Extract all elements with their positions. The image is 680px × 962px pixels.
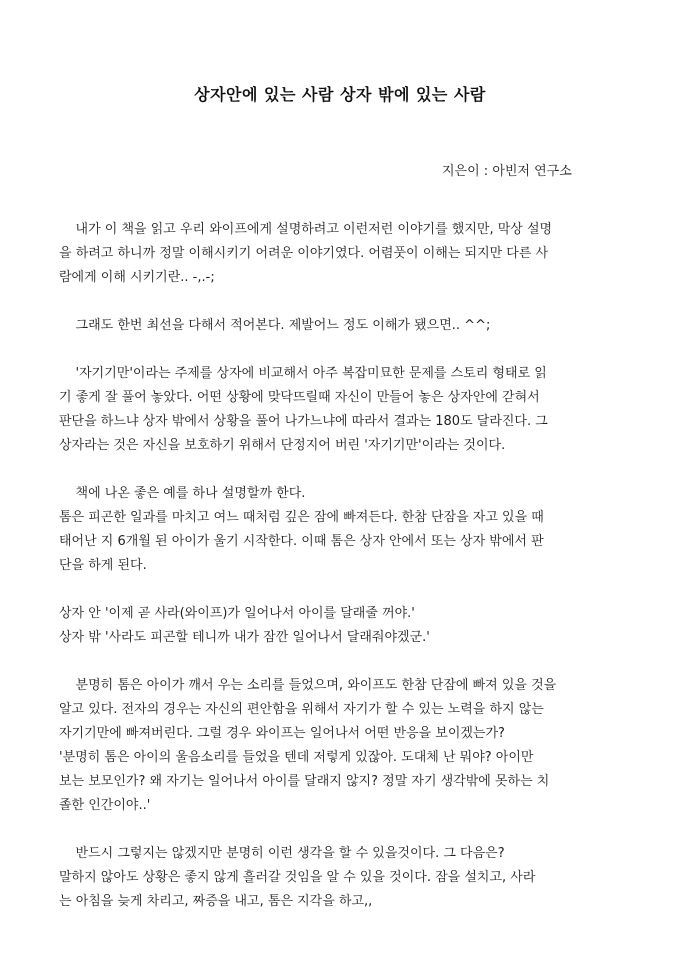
paragraph-line: 상자 안 '이제 곧 사라(와이프)가 일어나서 아이를 달래줄 꺼야.'	[59, 606, 415, 621]
paragraph	[59, 218, 622, 290]
paragraph	[59, 674, 622, 818]
document-body	[59, 218, 622, 938]
paragraph-line: 알고 있다. 전자의 경우는 자신의 편안함을 위해서 자기가 할 수 있는 노력을 하지 않는	[59, 702, 544, 717]
paragraph-line: 을 하려고 하니까 정말 이해시키기 어려운 이야기였다. 어렴풋이 이해는 되지만 다른 사	[59, 246, 549, 261]
paragraph	[59, 482, 622, 578]
paragraph-line: 그래도 한번 최선을 다해서 적어본다. 제발어느 정도 이해가 됐으면.. ^^;	[59, 318, 491, 333]
paragraph-line: 반드시 그렇지는 않겠지만 분명히 이런 생각을 할 수 있을것이다. 그 다음은?	[59, 846, 505, 861]
paragraph-line: 단을 하게 된다.	[59, 558, 147, 573]
paragraph-line: 보는 보모인가? 왜 자기는 일어나서 아이를 달래지 않지? 정말 자기 생각밖에 못하는 치	[59, 774, 550, 789]
paragraph-line: 상자라는 것은 자신을 보호하기 위해서 단정지어 버린 '자기기만'이라는 것이다.	[59, 438, 506, 453]
paragraph-line: 는 아침을 늦게 차리고, 짜증을 내고, 톰은 지각을 하고,,	[59, 894, 373, 909]
paragraph-line: 내가 이 책을 읽고 우리 와이프에게 설명하려고 이런저런 이야기를 했지만, 막상 설명	[59, 222, 553, 237]
paragraph-line: 책에 나온 좋은 예를 하나 설명할까 한다.	[59, 486, 306, 501]
paragraph-line: 톰은 피곤한 일과를 마치고 여느 때처럼 깊은 잠에 빠져든다. 한참 단잠을 자고 있을 때	[59, 510, 544, 525]
paragraph-line: '분명히 톰은 아이의 울음소리를 들었을 텐데 저렇게 있잖아. 도대체 난 뭐야? 아이만	[59, 750, 534, 765]
paragraph-line: 자기기만에 빠져버린다. 그럴 경우 와이프는 일어나서 어떤 반응을 보이겠는가?	[59, 726, 505, 741]
paragraph-line: 판단을 하느냐 상자 밖에서 상황을 풀어 나가느냐에 따라서 결과는 180도 달라진다. 그	[59, 414, 548, 429]
document-title: 상자안에 있는 사람 상자 밖에 있는 사람	[194, 85, 486, 104]
paragraph	[59, 314, 622, 338]
paragraph-line: 졸한 인간이야..'	[59, 798, 151, 813]
paragraph-line: 람에게 이해 시키기란.. -,.-;	[59, 270, 215, 285]
paragraph-line: 상자 밖 '사라도 피곤할 테니까 내가 잠깐 일어나서 달래줘야겠군.'	[59, 630, 430, 645]
paragraph	[59, 602, 622, 650]
paragraph-line: 분명히 톰은 아이가 깨서 우는 소리를 들었으며, 와이프도 한참 단잠에 빠져 있을 것을	[59, 678, 557, 693]
paragraph	[59, 842, 622, 914]
paragraph-line: 말하지 않아도 상황은 좋지 않게 흘러갈 것임을 알 수 있을 것이다. 잠을 설치고, 사라	[59, 870, 536, 885]
paragraph-line: 기 좋게 잘 풀어 놓았다. 어떤 상황에 맞닥뜨릴때 자신이 만들어 놓은 상자안에 갇혀서	[59, 390, 540, 405]
author-line: 지은이 : 아빈저 연구소	[442, 164, 572, 179]
paragraph	[59, 362, 622, 458]
paragraph-line: '자기기만'이라는 주제를 상자에 비교해서 아주 복잡미묘한 문제를 스토리 형태로 읽	[59, 366, 547, 381]
paragraph-line: 태어난 지 6개월 된 아이가 울기 시작한다. 이때 톰은 상자 안에서 또는 상자 밖에서 판	[59, 534, 544, 549]
